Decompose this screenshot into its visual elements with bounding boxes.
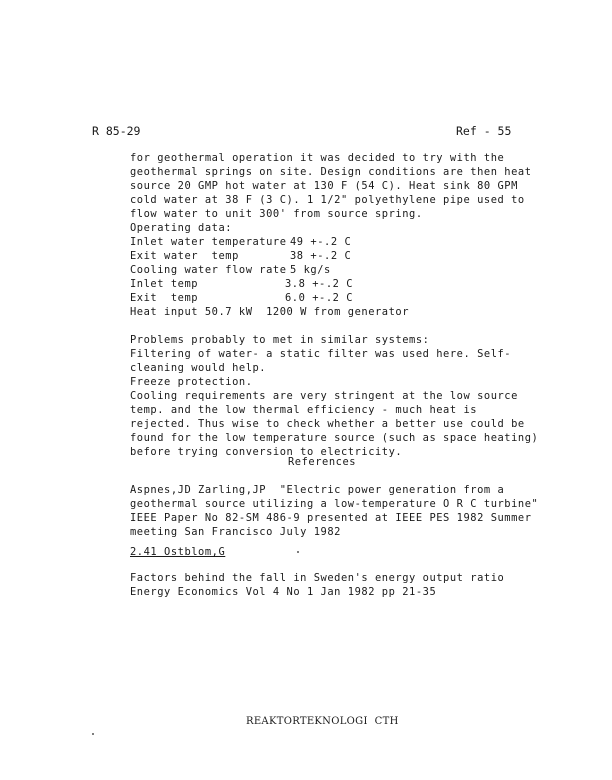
text-line: Freeze protection. [130,376,253,388]
data-label: Inlet temp [130,278,199,290]
text-line: flow water to unit 300' from source spring. [130,208,423,220]
text-line: rejected. Thus wise to check whether a better use could be [130,418,525,430]
reference-line: Factors behind the fall in Sweden's energy output ratio [130,572,505,584]
references-heading: References [288,456,357,468]
footer-institution: REAKTORTEKNOLOGI CTH [246,716,399,727]
reference-line: Energy Economics Vol 4 No 1 Jan 1982 pp 21-35 [130,586,437,598]
heat-input-line: Heat input 50.7 kW 1200 W from generator [130,306,410,318]
reference-line: geothermal source utilizing a low-temperature O R C turbine" [130,498,539,510]
data-label: Exit temp [130,292,199,304]
operating-data-heading: Operating data: [130,222,233,234]
section-heading: 2.41 Ostblom,G [130,546,226,558]
text-line: temp. and the low thermal efficiency - much heat is [130,404,478,416]
reference-line: IEEE Paper No 82-SM 486-9 presented at IEEE PES 1982 Summer [130,512,532,524]
data-value: 49 +-.2 C [290,236,352,248]
text-line: found for the low temperature source (such as space heating) [130,432,539,444]
page-reference: Ref - 55 [456,124,512,138]
data-label: Exit water temp [130,250,239,262]
data-label: Inlet water temperature [130,236,287,248]
text-line: cold water at 38 F (3 C). 1 1/2" polyethylene pipe used to [130,194,525,206]
text-line: cleaning would help. [130,362,267,374]
text-line: source 20 GMP hot water at 130 F (54 C). Heat sink 80 GPM [130,180,518,192]
data-value: 5 kg/s [290,264,331,276]
doc-id: R 85-29 [92,124,141,138]
speck-mark [297,551,299,553]
data-value: 6.0 +-.2 C [285,292,354,304]
data-value: 3.8 +-.2 C [285,278,354,290]
reference-line: Aspnes,JD Zarling,JP "Electric power generation from a [130,484,505,496]
text-line: Filtering of water- a static filter was used here. Self- [130,348,512,360]
text-line: Cooling requirements are very stringent at the low source [130,390,518,402]
text-line: before trying conversion to electricity. [130,446,403,458]
reference-line: meeting San Francisco July 1982 [130,526,341,538]
data-value: 38 +-.2 C [290,250,352,262]
text-line: geothermal springs on site. Design conditions are then heat [130,166,532,178]
text-line: for geothermal operation it was decided to try with the [130,152,505,164]
data-label: Cooling water flow rate [130,264,287,276]
speck-mark [92,733,94,735]
problems-heading: Problems probably to met in similar systems: [130,334,430,346]
